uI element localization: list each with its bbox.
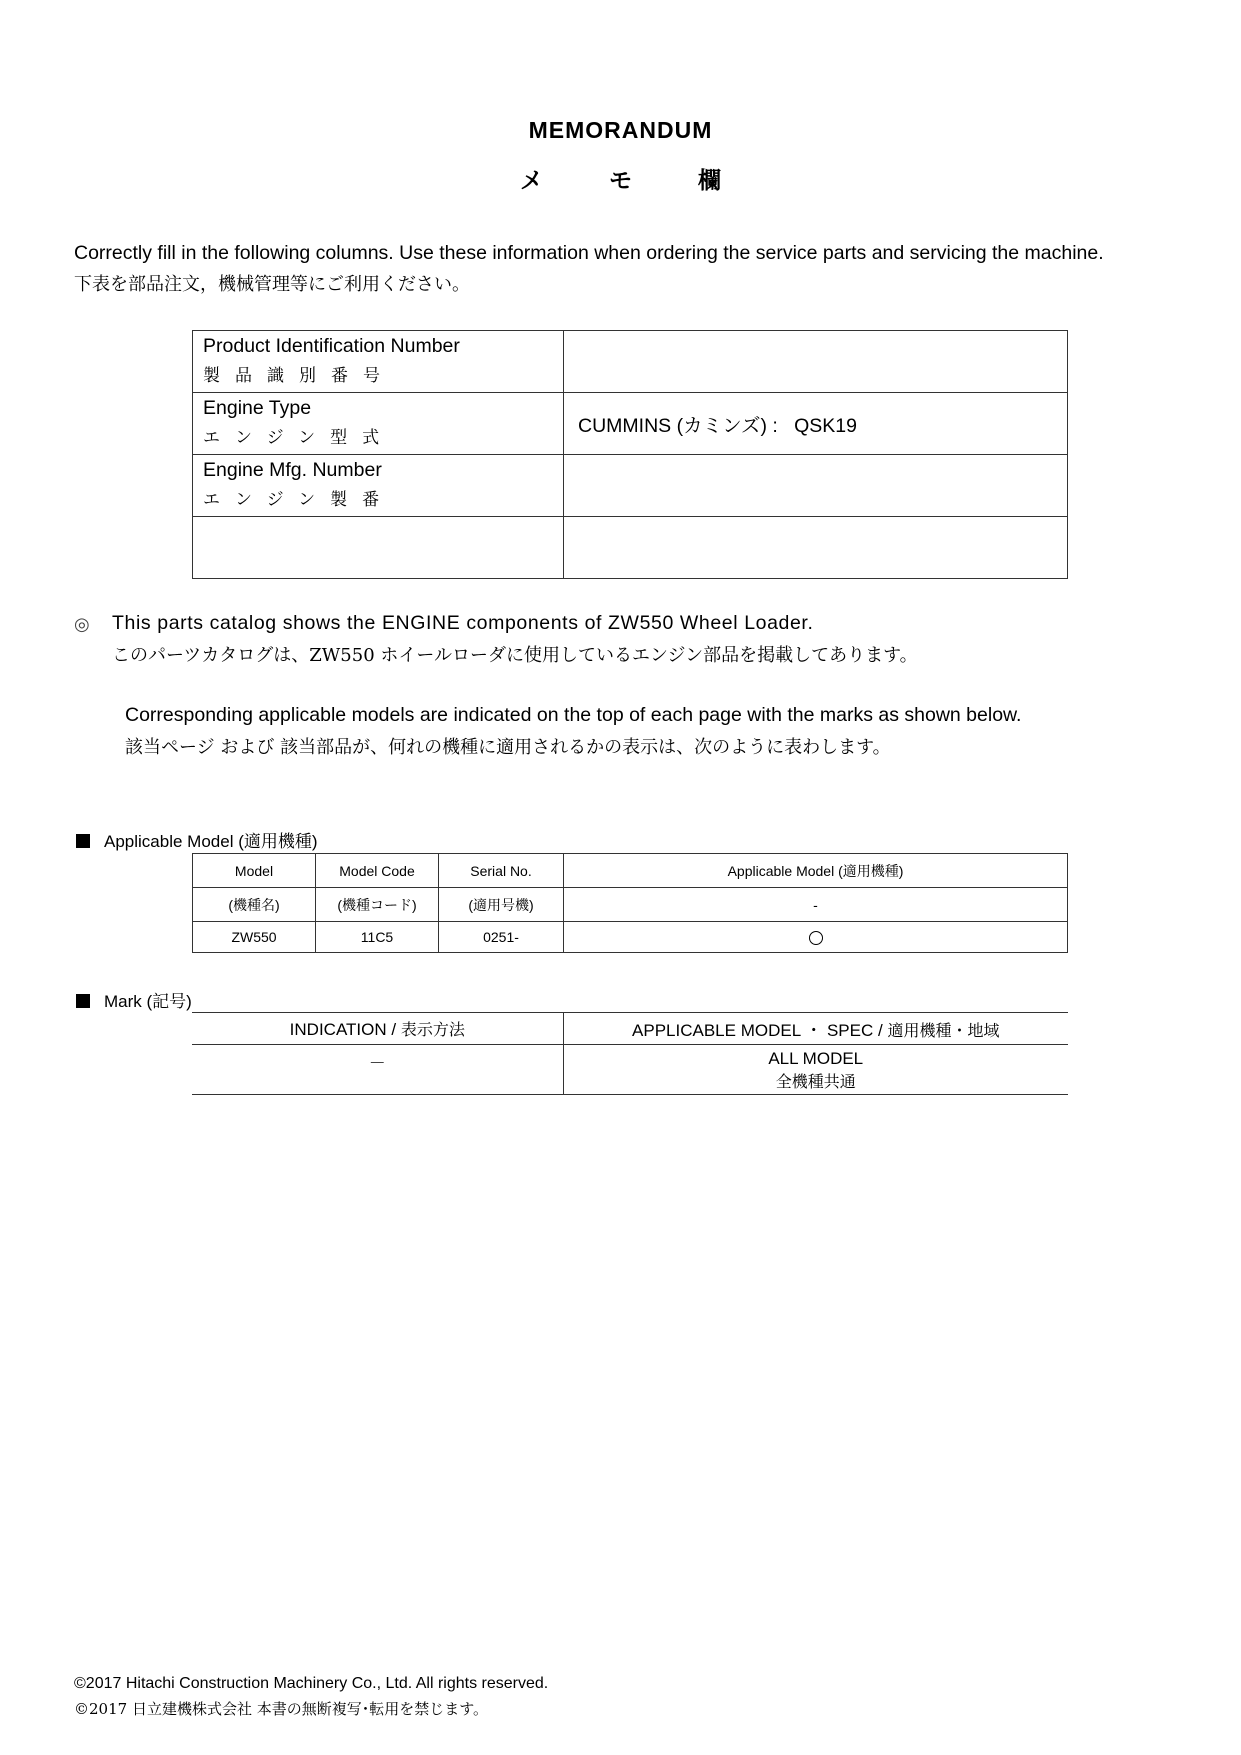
indication-cell: － bbox=[192, 1045, 563, 1095]
applicable-model-heading: Applicable Model (適用機種) bbox=[76, 827, 318, 852]
indication-header: INDICATION / 表示方法 bbox=[192, 1013, 563, 1045]
table-row bbox=[193, 517, 1068, 579]
table-row bbox=[192, 1013, 1068, 1045]
model-header-japanese: (機種名) bbox=[193, 888, 316, 922]
table-row bbox=[193, 455, 1068, 517]
copyright-text: ©2017 Hitachi Construction Machinery Co., Ltd. All rights reserved. bbox=[74, 1675, 549, 1692]
model-cell: ZW550 bbox=[193, 922, 316, 953]
model-header: Model bbox=[193, 854, 316, 888]
product-id-field[interactable] bbox=[564, 331, 1068, 393]
corresponding-note-japanese: 該当ページ および 該当部品が、何れの機種に適用されるかの表示は、次のように表わします。 bbox=[125, 737, 891, 758]
circle-icon bbox=[809, 931, 823, 945]
table-row bbox=[193, 922, 1068, 953]
machine-info-table bbox=[192, 330, 1068, 579]
square-bullet-icon bbox=[76, 834, 90, 848]
applicable-model-table bbox=[192, 853, 1068, 953]
applicable-mark-header: - bbox=[564, 888, 1068, 922]
copyright-text-japanese: ©2017 日立建機株式会社 本書の無断複写･転用を禁じます。 bbox=[74, 1700, 489, 1718]
model-code-header: Model Code bbox=[316, 854, 439, 888]
product-id-label: Product Identification Number 製品識別番号 bbox=[193, 331, 564, 393]
table-row bbox=[193, 888, 1068, 922]
engine-type-value: CUMMINS (カミンズ) : QSK19 bbox=[564, 393, 1068, 455]
serial-cell: 0251- bbox=[439, 922, 564, 953]
corresponding-note: Corresponding applicable models are indicated on the top of each page with the marks as shown below. bbox=[125, 704, 1022, 726]
engine-mfg-number-label: Engine Mfg. Number エンジン製番 bbox=[193, 455, 564, 517]
catalog-note: This parts catalog shows the ENGINE components of ZW550 Wheel Loader. bbox=[112, 612, 814, 634]
intro-text-japanese: 下表を部品注文，機械管理等にご利用ください。 bbox=[74, 274, 470, 295]
mark-table bbox=[192, 1012, 1068, 1095]
table-row bbox=[193, 331, 1068, 393]
page-title-japanese: メ モ 欄 bbox=[519, 168, 721, 194]
table-row bbox=[193, 854, 1068, 888]
mark-heading: Mark (記号) bbox=[76, 987, 192, 1012]
applicable-spec-header: APPLICABLE MODEL ・ SPEC / 適用機種・地域 bbox=[563, 1013, 1068, 1045]
intro-text: Correctly fill in the following columns. Use these information when ordering the service parts and servicing the machine. bbox=[74, 242, 1104, 264]
bullet-icon: ◎ bbox=[74, 614, 90, 635]
serial-header-japanese: (適用号機) bbox=[439, 888, 564, 922]
square-bullet-icon bbox=[76, 994, 90, 1008]
engine-mfg-number-field[interactable] bbox=[564, 455, 1068, 517]
blank-label-cell[interactable] bbox=[193, 517, 564, 579]
applicable-mark-cell bbox=[564, 922, 1068, 953]
table-row bbox=[192, 1045, 1068, 1095]
applicable-model-header: Applicable Model (適用機種) bbox=[564, 854, 1068, 888]
page-title: MEMORANDUM bbox=[528, 117, 713, 143]
engine-type-label: Engine Type エンジン型式 bbox=[193, 393, 564, 455]
serial-header: Serial No. bbox=[439, 854, 564, 888]
model-code-header-japanese: (機種コード) bbox=[316, 888, 439, 922]
applicable-spec-cell: ALL MODEL 全機種共通 bbox=[563, 1045, 1068, 1095]
model-code-cell: 11C5 bbox=[316, 922, 439, 953]
blank-value-cell[interactable] bbox=[564, 517, 1068, 579]
catalog-note-japanese: このパーツカタログは、ZW550 ホイールローダに使用しているエンジン部品を掲載してあります。 bbox=[112, 645, 918, 666]
table-row bbox=[193, 393, 1068, 455]
